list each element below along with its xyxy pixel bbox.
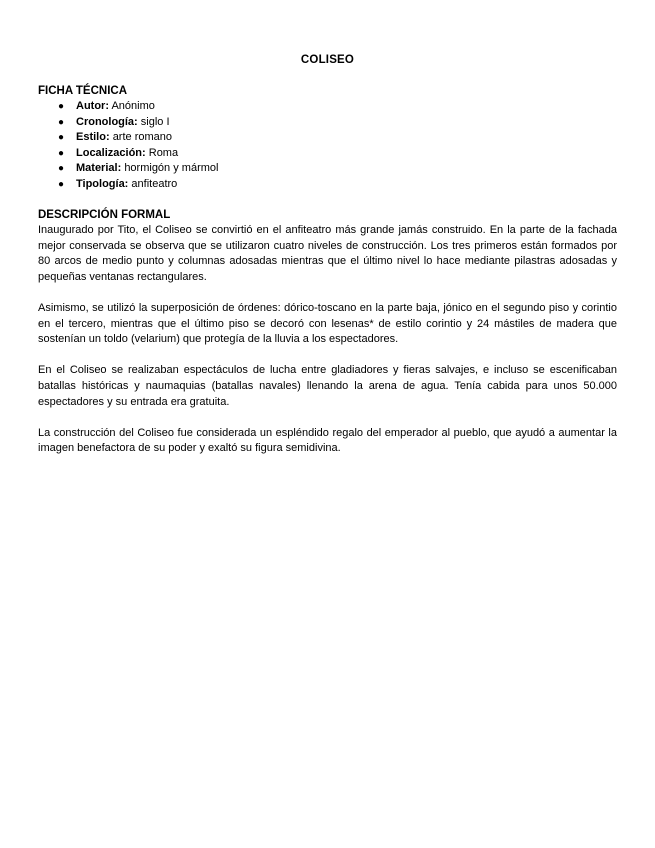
field-value: anfiteatro	[131, 177, 178, 190]
bullet-icon: ●	[58, 163, 65, 175]
list-item-cronologia	[58, 115, 618, 131]
field-value: Anónimo	[111, 100, 155, 112]
paragraph: Inaugurado por Tito, el Coliseo se convirtió en el anfiteatro más grande jamás construido. En la parte de la fachada mejor conservada se observa que se utilizaron cuatro niveles de construcción. Los tres primeros están formados por 80 arcos de medio punto y columnas adosadas mientras que el último nivel lo hace mediante pilastras adosadas y pequeñas ventanas rectangulares.	[38, 224, 617, 283]
bullet-icon: ●	[58, 147, 65, 159]
field-label: Material:	[76, 162, 122, 175]
field-value: siglo I	[140, 115, 170, 128]
paragraph: La construcción del Coliseo fue considerada un espléndido regalo del emperador al pueblo, que ayudó a aumentar la imagen benefactora de su poder y exaltó su figura semidivina.	[38, 426, 617, 455]
field-value: hormigón y mármol	[124, 162, 219, 175]
ficha-tecnica-heading: FICHA TÉCNICA	[38, 85, 128, 97]
field-label: Cronología:	[76, 115, 138, 128]
list-item-localizacion	[58, 146, 618, 162]
bullet-icon: ●	[58, 132, 65, 144]
field-value: Roma	[148, 146, 179, 159]
document-title: COLISEO	[300, 54, 355, 66]
list-item-material	[58, 161, 618, 177]
field-label: Autor:	[76, 100, 109, 112]
ficha-tecnica-list	[38, 99, 618, 193]
descripcion-formal-heading: DESCRIPCIÓN FORMAL	[38, 209, 171, 221]
descripcion-formal-section	[38, 208, 617, 473]
field-label: Tipología:	[76, 177, 129, 190]
list-item-tipologia	[58, 177, 618, 193]
list-item-estilo	[58, 130, 618, 146]
bullet-icon: ●	[58, 178, 65, 190]
paragraph: Asimismo, se utilizó la superposición de órdenes: dórico-toscano en la parte baja, jónico en el segundo piso y corintio en el tercero, mientras que el último piso se decoró con lesenas* de estilo corintio y 24 mástiles de madera que sostenían un toldo (velarium) que protegía de la lluvia a los espectadores.	[38, 301, 617, 346]
ficha-tecnica-section	[38, 84, 618, 193]
bullet-icon: ●	[58, 116, 65, 128]
list-item-autor	[58, 99, 618, 115]
paragraph: En el Coliseo se realizaban espectáculos de lucha entre gladiadores y fieras salvajes, e incluso se escenificaban batallas históricas y naumaquias (batallas navales) llenando la arena de agua. Tenía cabida para unos 50.000 espectadores y su entrada era gratuita.	[38, 364, 617, 408]
field-label: Estilo:	[76, 131, 110, 144]
bullet-icon: ●	[58, 101, 65, 112]
field-label: Localización:	[76, 146, 146, 159]
field-value: arte romano	[112, 131, 172, 144]
